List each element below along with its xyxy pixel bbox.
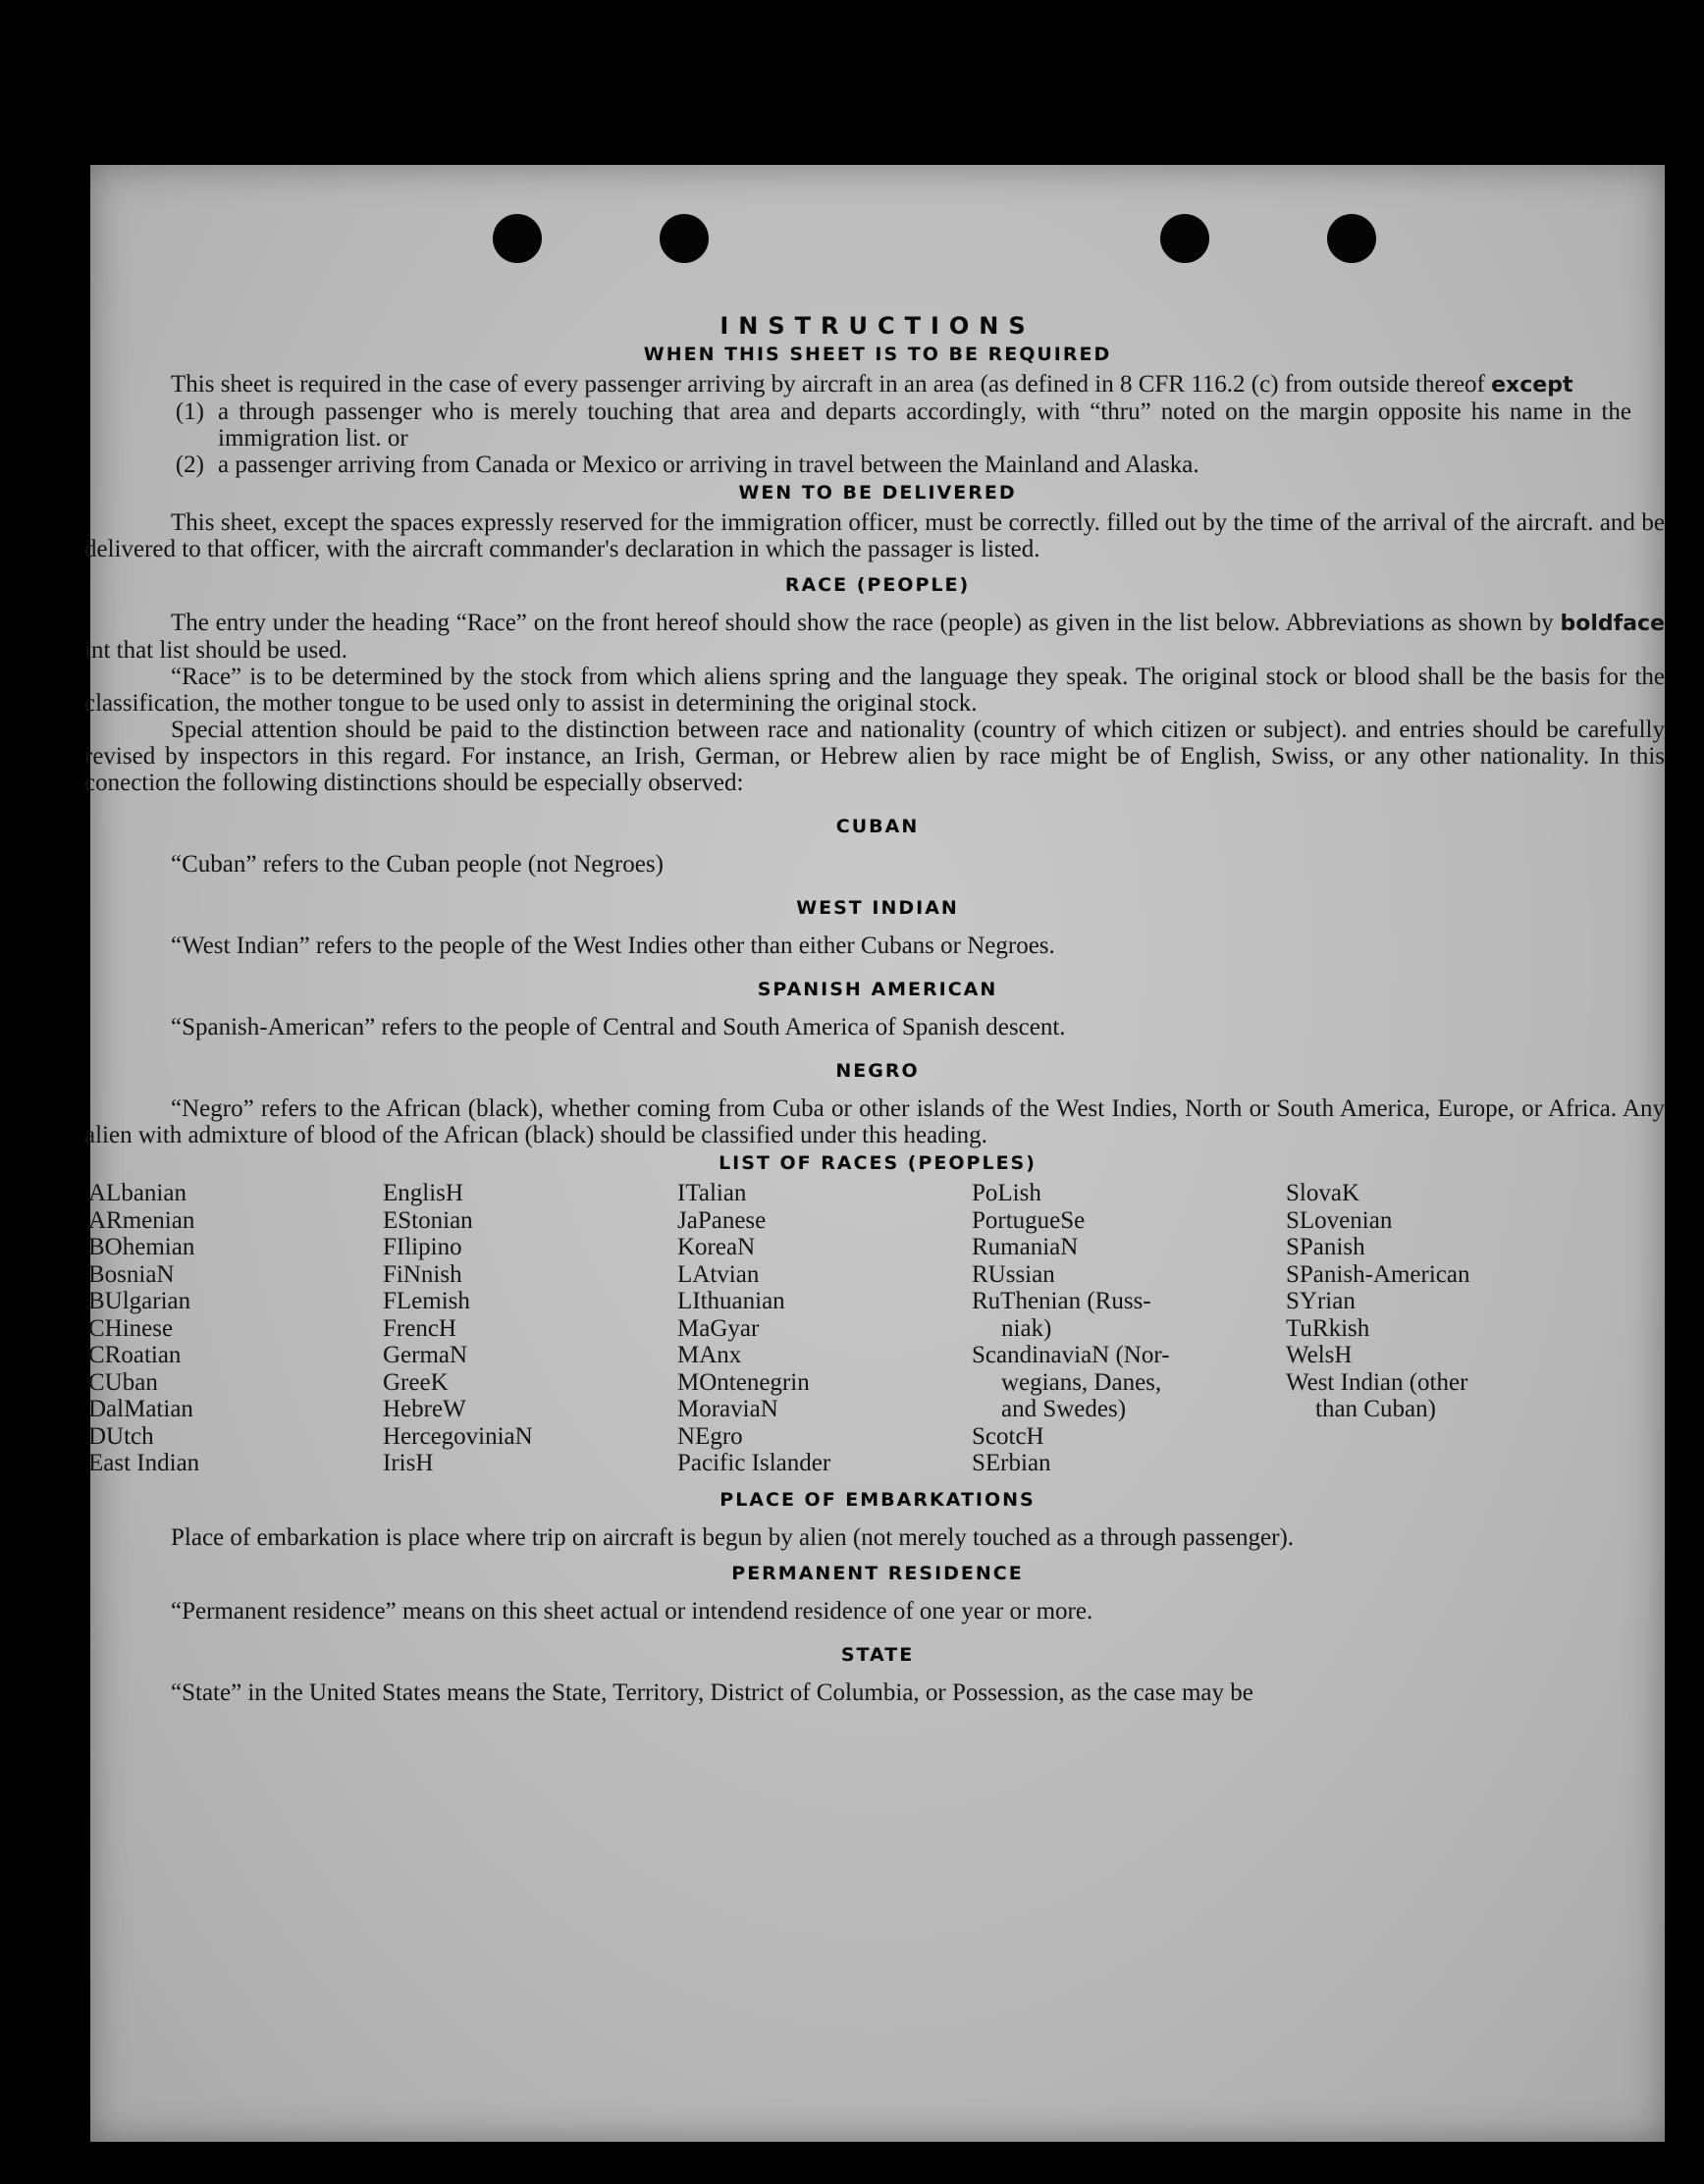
section-heading-west-indian: WEST INDIAN	[796, 897, 959, 919]
race-entry: MoraviaN	[677, 1396, 778, 1422]
race-entry: ARmenian	[88, 1206, 195, 1234]
negro-paragraph: “Negro” refers to the African (black), whether coming from Cuba or other islands of the West Indies, North or South America, Europe, or Africa. Any alien with admixture of blood of the African (black) should be classified under this heading.	[84, 1095, 1665, 1148]
race-entry: MAnx	[677, 1342, 742, 1368]
race-entry: LAtvian	[677, 1260, 760, 1288]
race-entry: SPanish	[1286, 1234, 1365, 1260]
section-heading-cuban: CUBAN	[835, 816, 920, 837]
race-entry: NEgro	[677, 1422, 743, 1450]
races-column-3	[677, 1180, 972, 1477]
except-word: except	[1491, 373, 1573, 398]
race-text: The entry under the heading “Race” on the front hereof should show the race (people) as given in the list below. Abbreviations as shown by	[171, 610, 1554, 636]
race-entry: HercegoviniaN	[383, 1422, 533, 1450]
race-entry: PoLish	[972, 1180, 1041, 1206]
embarkation-paragraph: Place of embarkation is place where trip on aircraft is begun by alien (not merely touched as a through passenger).	[171, 1523, 1295, 1551]
punch-hole	[660, 214, 709, 263]
race-text: int that list should be used.	[84, 637, 348, 664]
race-entry: MOntenegrin	[677, 1368, 810, 1396]
section-heading-when-required: WHEN THIS SHEET IS TO BE REQUIRED	[643, 344, 1112, 365]
form-sheet	[84, 165, 1666, 2142]
race-entry: niak)	[1001, 1314, 1052, 1342]
spanish-american-paragraph: “Spanish-American” refers to the people of Central and South America of Spanish descent.	[171, 1014, 1066, 1040]
race-entry: IrisH	[383, 1450, 434, 1476]
race-entry: CRoatian	[88, 1342, 182, 1368]
punch-hole	[493, 214, 542, 263]
race-entry: RuThenian (Russ-	[972, 1288, 1151, 1314]
section-heading-list-of-races: LIST OF RACES (PEOPLES)	[719, 1152, 1037, 1174]
race-entry: WelsH	[1286, 1342, 1353, 1368]
race-entry: and Swedes)	[1001, 1396, 1127, 1422]
page-title: INSTRUCTIONS	[719, 312, 1036, 340]
when-required-text: This sheet is required in the case of every passenger arriving by aircraft in an area (as defined in 8 CFR 116.2 (c) from outside thereof	[171, 371, 1485, 398]
race-entry: GreeK	[383, 1368, 449, 1396]
races-column-4	[972, 1180, 1286, 1477]
section-heading-spanish-american: SPANISH AMERICAN	[757, 979, 998, 1000]
cuban-paragraph: “Cuban” refers to the Cuban people (not Negroes)	[171, 851, 664, 878]
race-entry: CUban	[88, 1368, 158, 1396]
race-entry: West Indian (other	[1286, 1368, 1468, 1396]
race-entry: LIthuanian	[677, 1288, 785, 1314]
section-heading-negro: NEGRO	[835, 1060, 920, 1082]
race-entry: MaGyar	[677, 1314, 760, 1342]
race-entry: BUlgarian	[88, 1288, 191, 1314]
race-paragraph-1	[84, 610, 1665, 664]
exception-item-2	[90, 452, 1665, 478]
when-required-paragraph	[84, 371, 1665, 399]
race-entry: PortugueSe	[972, 1206, 1086, 1234]
race-paragraph-3: Special attention should be paid to the distinction between race and nationality (country of which citizen or subject). and entries should be carefully revised by inspectors in this regard. For instance, an Irish, German, or Hebrew alien by race might be of English, Swiss, or any other nationality. In this conection the following distinctions should be especially observed:	[84, 717, 1665, 796]
races-list	[88, 1180, 1665, 1477]
race-entry: East Indian	[88, 1450, 200, 1476]
race-entry: SLovenian	[1286, 1206, 1393, 1234]
race-entry: BOhemian	[88, 1234, 195, 1260]
state-paragraph: “State” in the United States means the State, Territory, District of Columbia, or Possession, as the case may be	[171, 1678, 1253, 1706]
race-entry: FIlipino	[383, 1234, 462, 1260]
race-entry: RUssian	[972, 1260, 1055, 1288]
item-number: (1)	[175, 399, 204, 425]
race-entry: EStonian	[383, 1206, 473, 1234]
race-entry: TuRkish	[1286, 1314, 1370, 1342]
race-entry: SYrian	[1286, 1288, 1356, 1314]
race-entry: wegians, Danes,	[1001, 1368, 1162, 1396]
race-entry: DalMatian	[88, 1396, 193, 1422]
section-heading-embarkation: PLACE OF EMBARKATIONS	[719, 1488, 1036, 1511]
race-entry: SPanish-American	[1286, 1260, 1470, 1288]
races-column-5	[1286, 1180, 1541, 1477]
permanent-residence-paragraph: “Permanent residence” means on this sheet actual or intendend residence of one year or more.	[171, 1597, 1093, 1625]
race-entry: SErbian	[972, 1450, 1051, 1476]
race-entry: DUtch	[88, 1422, 154, 1450]
race-entry: JaPanese	[677, 1206, 767, 1234]
races-column-1	[88, 1180, 383, 1477]
race-entry: EnglisH	[383, 1180, 463, 1206]
item-number: (2)	[175, 452, 204, 478]
exception-item-1	[90, 399, 1665, 452]
race-entry: CHinese	[88, 1314, 174, 1342]
races-column-2	[383, 1180, 677, 1477]
section-heading-permanent-residence: PERMANENT RESIDENCE	[731, 1562, 1024, 1584]
section-heading-race: RACE (PEOPLE)	[784, 574, 971, 596]
race-entry: RumaniaN	[972, 1234, 1079, 1260]
race-paragraph-2: “Race” is to be determined by the stock from which aliens spring and the language they speak. The original stock or blood shall be the basis for the classification, the mother tongue to be used only to assist in determining the original stock.	[84, 664, 1665, 717]
race-entry: than Cuban)	[1315, 1396, 1436, 1422]
race-entry: SlovaK	[1286, 1180, 1359, 1206]
race-entry: GermaN	[383, 1342, 468, 1368]
west-indian-paragraph: “West Indian” refers to the people of the West Indies other than either Cubans or Negroes.	[171, 932, 1055, 959]
race-entry: BosniaN	[88, 1260, 175, 1288]
race-entry: FrencH	[383, 1314, 456, 1342]
race-entry: KoreaN	[677, 1234, 756, 1260]
race-entry: ScandinaviaN (Nor-	[972, 1342, 1170, 1368]
race-entry: ITalian	[677, 1180, 747, 1206]
race-entry: ScotcH	[972, 1422, 1044, 1450]
race-entry: Pacific Islander	[677, 1450, 831, 1476]
item-text: a passenger arriving from Canada or Mexico or arriving in travel between the Mainland and Alaska.	[218, 452, 1199, 478]
boldface-word: boldface	[1560, 612, 1666, 636]
race-entry: HebreW	[383, 1396, 466, 1422]
race-entry: ALbanian	[88, 1180, 186, 1206]
when-delivered-paragraph: This sheet, except the spaces expressly reserved for the immigration officer, must be correctly. filled out by the time of the arrival of the aircraft. and be delivered to that officer, with the aircraft commander's declaration in which the passager is listed.	[84, 509, 1665, 562]
instructions-body	[84, 312, 1666, 1706]
section-heading-state: STATE	[840, 1643, 915, 1666]
item-text: a through passenger who is merely touching that area and departs accordingly, with “thru” noted on the margin opposite his name in the immigration list. or	[218, 399, 1631, 452]
punch-hole	[1327, 214, 1376, 263]
punch-hole	[1160, 214, 1209, 263]
section-heading-when-delivered: WEN TO BE DELIVERED	[738, 482, 1017, 504]
race-entry: FLemish	[383, 1288, 470, 1314]
race-entry: FiNnish	[383, 1260, 462, 1288]
